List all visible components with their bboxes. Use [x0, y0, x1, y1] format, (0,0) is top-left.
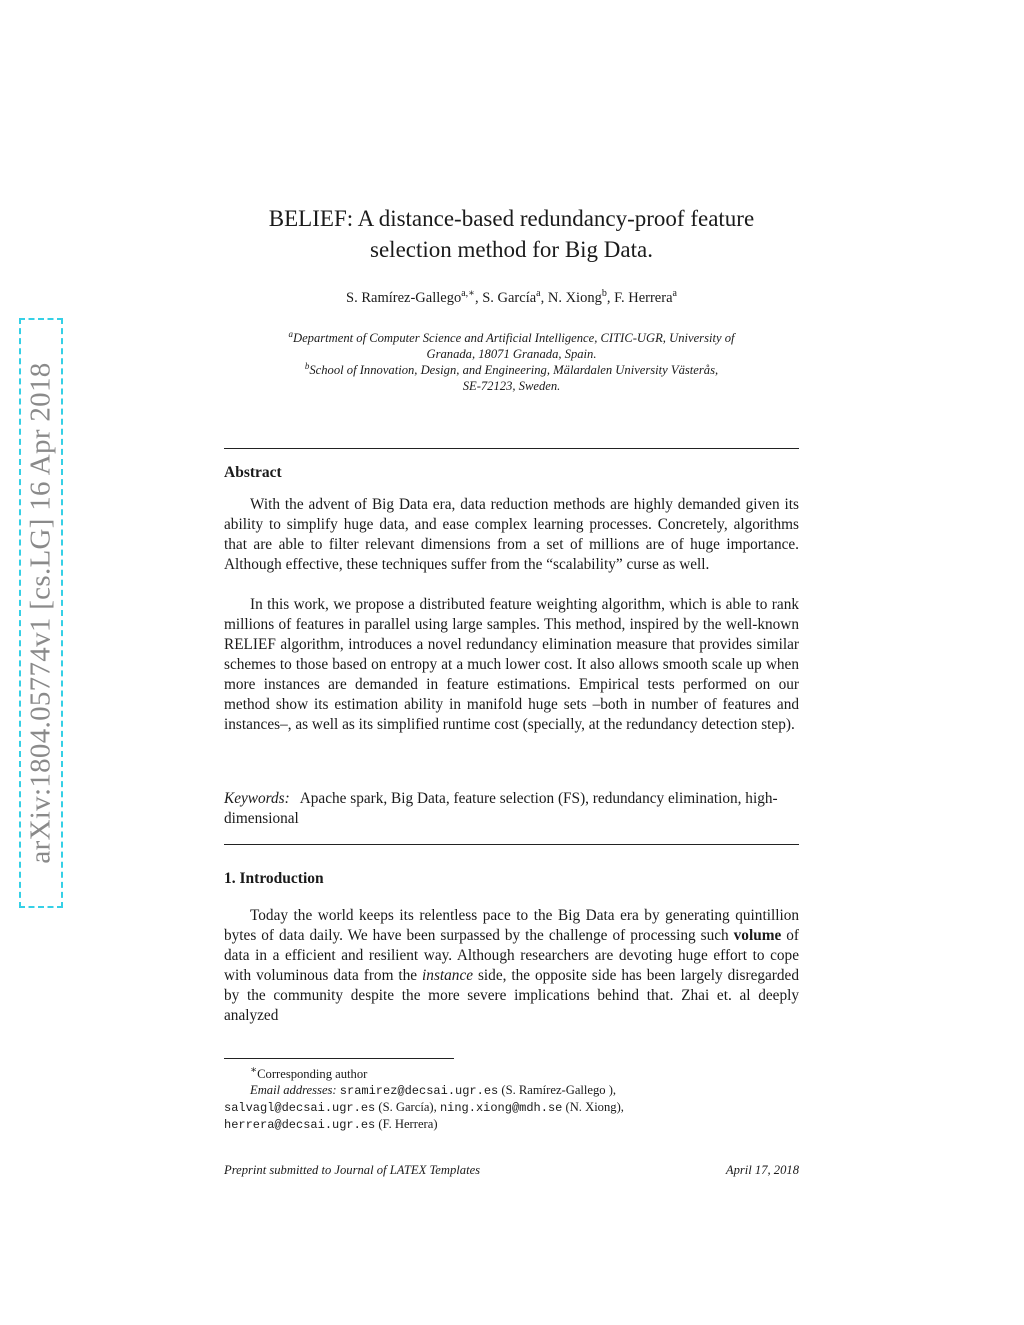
abstract-bottom-rule	[224, 844, 799, 845]
affiliation-a: $^a$Department of Computer Science and Artificial Intelligence, CITIC-UGR, University of Granada, 18071 Granada, Spain.	[288, 329, 735, 362]
footer-left: Preprint submitted to Journal of LATEX Templates	[224, 1163, 481, 1177]
arxiv-stamp	[19, 318, 63, 908]
keywords-text: Apache spark, Big Data, feature selection (FS), redundancy elimination, high-dimensional	[224, 790, 778, 827]
title-line-2: selection method for Big Data.	[370, 237, 653, 262]
author-name: S. García	[482, 289, 537, 306]
arxiv-id: arXiv:1804.05774v1 [cs.LG] 16 Apr 2018	[24, 362, 57, 864]
author-sup: a	[536, 288, 541, 299]
author-sup: b	[601, 288, 607, 299]
intro-paragraph: Today the world keeps its relentless pace to the Big Data era by generating quintillion bytes of data daily. We have been surpassed by the challenge of processing such volume of data in a efficient and resilient way. Although researchers are devoting huge effort to cope with voluminous data from the instance side, the opposite side has been largely disregarded by the community despite the more severe implications behind that. Zhai et. al deeply analyzed	[224, 907, 799, 1024]
footer-right: April 17, 2018	[725, 1163, 799, 1177]
author-name: F. Herrera	[614, 289, 673, 306]
email-link[interactable]: salvagl@decsai.ugr.es	[224, 1101, 376, 1116]
abstract-paragraph-2: In this work, we propose a distributed feature weighting algorithm, which is able to rank millions of features in parallel using large samples. This method, inspired by the well-known RELIEF algorithm, introduces a novel redundancy elimination measure that provides similar schemes to those based on entropy at a much lower cost. It also allows smooth scale up when more instances are demanded in feature estimations. Empirical tests performed on our method show its estimation ability in manifold huge sets –both in number of features and instances–, as well as its simplified runtime cost (specially, at the redundancy detection step).	[224, 596, 799, 733]
abstract-paragraph-1: With the advent of Big Data era, data reduction methods are highly demanded given its ability to simplify huge data, and ease complex learning processes. Concretely, algorithms that are able to filter relevant dimensions from a set of millions are of huge importance. Although effective, these techniques suffer from the “scalability” curse as well.	[224, 496, 799, 573]
keywords	[224, 789, 799, 829]
author-name: N. Xiong	[547, 289, 602, 306]
author-sup: a	[672, 288, 677, 299]
keywords-label: Keywords:	[224, 790, 290, 807]
author-name: S. Ramírez-Gallego	[346, 289, 462, 306]
title-line-1: BELIEF: A distance-based redundancy-proof feature	[268, 206, 755, 231]
abstract-heading: Abstract	[224, 464, 282, 481]
paper-title	[214, 203, 809, 265]
email-link[interactable]: herrera@decsai.ugr.es	[224, 1118, 376, 1133]
section-heading: 1. Introduction	[224, 870, 324, 887]
email-link[interactable]: sramirez@decsai.ugr.es	[339, 1084, 499, 1099]
email-label: Email addresses:	[250, 1083, 337, 1098]
email-link[interactable]: ning.xiong@mdh.se	[439, 1101, 563, 1116]
author-sup: a,∗	[461, 288, 475, 299]
abstract-top-rule	[224, 448, 799, 449]
author-list: S. Ramírez-Gallego$^{a,∗}$, S. García$^a$, N. Xiong$^b$, F. Herrera$^a$	[346, 288, 677, 306]
affiliation-b: $^b$School of Innovation, Design, and Engineering, Mälardalen University Västerås, SE-72123, Sweden.	[304, 361, 719, 394]
footnote-rule	[224, 1058, 454, 1059]
footnote: ∗Corresponding author Email addresses: sramirez@decsai.ugr.es (S. Ramírez-Gallego ), salvagl@decsai.ugr.es (S. García), ning.xiong@mdh.se (N. Xiong), herrera@decsai.ugr.es (F. Herrera)	[224, 1065, 624, 1133]
